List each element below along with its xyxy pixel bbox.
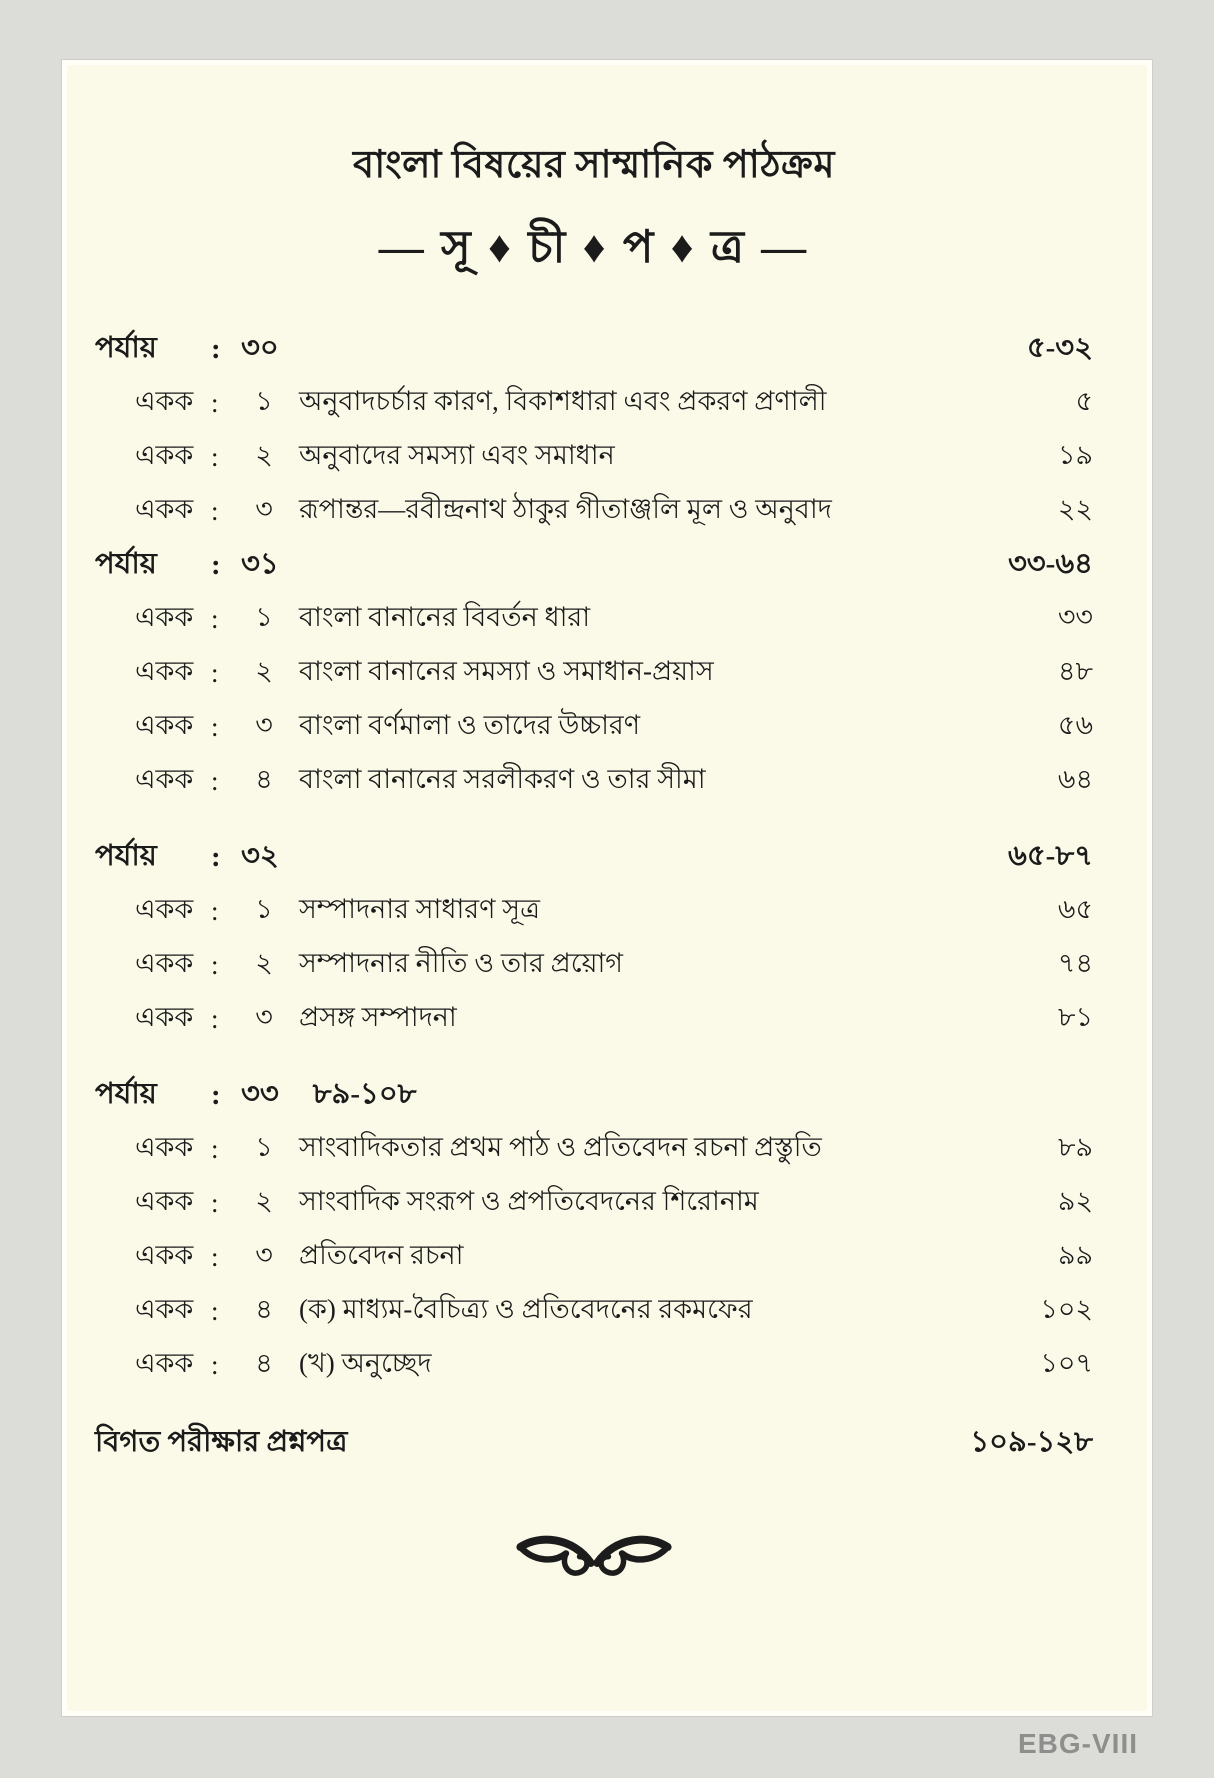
section-page-range: ৩৩-৬৪: [1007, 547, 1093, 580]
section-number: ৩০: [241, 331, 279, 364]
item-label: একক: [135, 893, 194, 924]
item-label: একক: [135, 1239, 194, 1270]
item-title: বাংলা বানানের সরলীকরণ ও তার সীমা: [299, 763, 706, 794]
item-title: সম্পাদনার সাধারণ সূত্র: [299, 893, 540, 924]
item-label: একক: [135, 709, 194, 740]
section-label: পর্যায়: [95, 839, 157, 872]
colon: :: [211, 1003, 219, 1034]
item-label: একক: [135, 1293, 194, 1324]
item-page: ৪৮: [1057, 655, 1093, 686]
colon: :: [211, 603, 219, 634]
colon: :: [211, 332, 221, 365]
colon: :: [211, 895, 219, 926]
item-page: ১৯: [1057, 439, 1093, 470]
colon: :: [211, 387, 219, 418]
item-title: অনুবাদের সমস্যা এবং সমাধান: [299, 439, 615, 470]
section-number: ৩১: [241, 547, 279, 580]
toc-item-row: [95, 1230, 1093, 1284]
flourish-ornament-icon: [506, 1526, 682, 1584]
item-title: সাংবাদিকতার প্রথম পাঠ ও প্রতিবেদন রচনা প্রস্তুতি: [299, 1131, 822, 1162]
item-title: অনুবাদচর্চার কারণ, বিকাশধারা এবং প্রকরণ প্রণালী: [299, 385, 827, 416]
item-number: ১: [255, 601, 273, 632]
section-inline-range: ৮৯-১০৮: [312, 1077, 417, 1110]
item-label: একক: [135, 493, 194, 524]
section-label: পর্যায়: [95, 331, 157, 364]
closing-page-range: ১০৯-১২৮: [970, 1425, 1093, 1458]
section-header-row: [95, 830, 1093, 884]
colon: :: [211, 1241, 219, 1272]
page-title: বাংলা বিষয়ের সাম্মানিক পাঠক্রম: [353, 144, 835, 186]
item-page: ৫: [1075, 385, 1093, 416]
item-title: বাংলা বানানের সমস্যা ও সমাধান-প্রয়াস: [299, 655, 714, 686]
item-page: ৬৪: [1057, 763, 1093, 794]
item-label: একক: [135, 1347, 194, 1378]
section-header-row: [95, 538, 1093, 592]
item-number: ৪: [255, 1347, 273, 1378]
item-number: ১: [255, 1131, 273, 1162]
colon: :: [211, 840, 221, 873]
item-title: বাংলা বর্ণমালা ও তাদের উচ্চারণ: [299, 709, 641, 740]
toc-item-row: [95, 754, 1093, 808]
colon: :: [211, 949, 219, 980]
colon: :: [211, 765, 219, 796]
section-header-row: [95, 1068, 1093, 1122]
item-number: ৩: [255, 493, 273, 524]
item-label: একক: [135, 1001, 194, 1032]
item-label: একক: [135, 601, 194, 632]
item-title: বাংলা বানানের বিবর্তন ধারা: [299, 601, 591, 632]
section-number: ৩৩: [241, 1077, 279, 1110]
item-title: প্রতিবেদন রচনা: [299, 1239, 464, 1270]
item-page: ৭৪: [1057, 947, 1093, 978]
toc-item-row: [95, 1338, 1093, 1392]
section-header-row: [95, 322, 1093, 376]
item-number: ৩: [255, 1001, 273, 1032]
item-title: সাংবাদিক সংরূপ ও প্রপতিবেদনের শিরোনাম: [299, 1185, 759, 1216]
page-content: [67, 135, 1147, 1589]
toc-item-row: [95, 1176, 1093, 1230]
toc-item-row: [95, 430, 1093, 484]
section-label: পর্যায়: [95, 1077, 157, 1110]
item-number: ২: [255, 439, 273, 470]
toc-item-row: [95, 376, 1093, 430]
item-page: ৯২: [1057, 1185, 1093, 1216]
print-code: EBG-VIII: [1017, 1728, 1138, 1759]
toc-item-row: [95, 884, 1093, 938]
item-title: সম্পাদনার নীতি ও তার প্রয়োগ: [299, 947, 623, 978]
item-title: (ক) মাধ্যম-বৈচিত্র্য ও প্রতিবেদনের রকমফের: [299, 1293, 753, 1324]
item-label: একক: [135, 385, 194, 416]
section-page-range: ৫-৩২: [1026, 331, 1093, 364]
end-ornament: [95, 1526, 1093, 1589]
toc-item-row: [95, 484, 1093, 538]
item-number: ১: [255, 893, 273, 924]
toc-item-row: [95, 700, 1093, 754]
item-label: একক: [135, 763, 194, 794]
item-label: একক: [135, 1131, 194, 1162]
colon: :: [211, 711, 219, 742]
closing-row: [95, 1416, 1093, 1470]
closing-label: বিগত পরীক্ষার প্রশ্নপত্র: [95, 1425, 348, 1458]
item-number: ৩: [255, 1239, 273, 1270]
item-label: একক: [135, 439, 194, 470]
item-page: ২২: [1057, 493, 1093, 524]
item-number: ২: [255, 655, 273, 686]
colon: :: [211, 1295, 219, 1326]
item-page: ৮৯: [1057, 1131, 1093, 1162]
item-page: ৫৬: [1057, 709, 1093, 740]
colon: :: [211, 1187, 219, 1218]
item-number: ৪: [255, 763, 273, 794]
section-number: ৩২: [241, 839, 279, 872]
item-page: ৮১: [1057, 1001, 1093, 1032]
toc-item-row: [95, 592, 1093, 646]
section-label: পর্যায়: [95, 547, 157, 580]
item-label: একক: [135, 1185, 194, 1216]
colon: :: [211, 441, 219, 472]
table-of-contents: [95, 322, 1093, 1589]
toc-item-row: [95, 992, 1093, 1046]
colon: :: [211, 1133, 219, 1164]
section-page-range: ৬৫-৮৭: [1007, 839, 1093, 872]
item-page: ৯৯: [1057, 1239, 1093, 1270]
item-page: ১০২: [1040, 1293, 1093, 1324]
item-label: একক: [135, 655, 194, 686]
item-page: ১০৭: [1040, 1347, 1093, 1378]
item-page: ৩৩: [1057, 601, 1093, 632]
toc-subtitle: — সূ ♦ চী ♦ প ♦ ত্র —: [378, 222, 810, 272]
item-title: রূপান্তর—রবীন্দ্রনাথ ঠাকুর গীতাঞ্জলি মূল ও অনুবাদ: [299, 493, 832, 524]
colon: :: [211, 548, 221, 581]
colon: :: [211, 1349, 219, 1380]
colon: :: [211, 657, 219, 688]
item-page: ৬৫: [1057, 893, 1093, 924]
item-number: ২: [255, 947, 273, 978]
book-page: [62, 60, 1152, 1716]
item-title: (খ) অনুচ্ছেদ: [299, 1347, 432, 1378]
item-number: ১: [255, 385, 273, 416]
item-title: প্রসঙ্গ সম্পাদনা: [299, 1001, 457, 1032]
toc-item-row: [95, 938, 1093, 992]
toc-item-row: [95, 1284, 1093, 1338]
item-number: ২: [255, 1185, 273, 1216]
item-number: ৪: [255, 1293, 273, 1324]
toc-item-row: [95, 646, 1093, 700]
toc-item-row: [95, 1122, 1093, 1176]
colon: :: [211, 495, 219, 526]
item-number: ৩: [255, 709, 273, 740]
item-label: একক: [135, 947, 194, 978]
colon: :: [211, 1078, 221, 1111]
